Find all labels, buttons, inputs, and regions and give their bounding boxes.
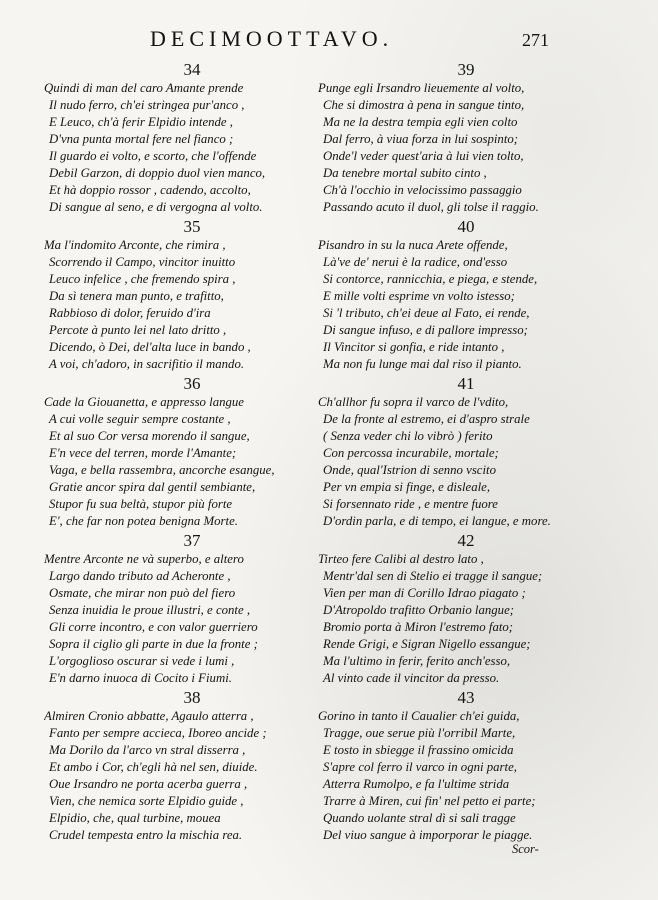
verse-line: Per vn empia si finge, e disleale, [323,480,491,494]
stanza-number: 34 [183,60,201,79]
stanza-number: 38 [183,688,201,707]
verse-line: Bromio porta à Miron l'estremo fato; [323,620,514,634]
verse-line: Là've de' nerui è la radice, ond'esso [323,255,508,269]
stanza [318,374,614,531]
verse-line: Leuco infelice , che fremendo spira , [49,272,236,286]
catchword: Scor- [512,842,539,856]
verse-line: Ma non fu lunge mai dal riso il pianto. [323,357,522,371]
stanza [44,374,340,531]
verse-line: E Leuco, ch'à ferir Elpidio intende , [49,115,233,129]
verse-line: Trarre à Miren, cui fin' nel petto ei parte; [323,794,536,808]
verse-line: Gorino in tanto il Caualier ch'ei guida, [318,709,520,723]
verse-line: E', che far non potea benigna Morte. [49,514,238,528]
verse-line: E'n darno inuoca di Cocito i Fiumi. [49,671,232,685]
verse-line: Ch'à l'occhio in velocissimo passaggio [323,183,522,197]
stanza [44,217,340,374]
verse-line: Senza inuidia le proue illustri, e conte , [49,603,251,617]
verse-line: Rabbioso di dolor, feruido d'ira [49,306,211,320]
verse-line: Si contorce, rannicchia, e piega, e stende, [323,272,538,286]
verse-line: Di sangue infuso, e di pallore impresso; [323,323,528,337]
verse-line: Tirteo fere Calibi al destro lato , [318,552,484,566]
verse-line: Ma Dorilo da l'arco vn stral disserra , [49,743,246,757]
stanza-number: 36 [183,374,201,393]
verse-line: S'apre col ferro il varco in ogni parte, [323,760,517,774]
verse-line: Sopra il ciglio gli parte in due la fronte ; [49,637,258,651]
stanza-number: 40 [457,217,475,236]
verse-line: Tragge, oue serue più l'orribil Marte, [323,726,516,740]
verse-line: Almiren Cronio abbatte, Agaulo atterra , [44,709,254,723]
verse-line: De la fronte al estremo, ei d'aspro strale [323,412,530,426]
verse-line: Mentre Arconte ne và superbo, e altero [44,552,244,566]
page-number: 271 [522,30,549,50]
verse-line: Da sì tenera man punto, e trafitto, [49,289,224,303]
verse-line: Del viuo sangue à imporporar le piagge. [323,828,533,842]
verse-line: Onde'l veder quest'aria à lui vien tolto, [323,149,524,163]
stanza-number: 42 [457,531,475,550]
verse-line: E mille volti esprime vn volto istesso; [323,289,515,303]
verse-line: Et al suo Cor versa morendo il sangue, [49,429,250,443]
verse-line: Pisandro in su la nuca Arete offende, [318,238,508,252]
stanza-number: 35 [183,217,201,236]
verse-line: Stupor fu sua beltà, stupor più forte [49,497,233,511]
left-column [44,60,340,845]
verse-line: L'orgoglioso oscurar si vede i lumi , [49,654,235,668]
verse-line: Gli corre incontro, e con valor guerriero [49,620,258,634]
verse-line: Oue Irsandro ne porta acerba guerra , [49,777,248,791]
stanza [318,531,614,688]
verse-line: E tosto in sbiegge il frassino omicida [323,743,514,757]
verse-line: Scorrendo il Campo, vincitor inuitto [49,255,236,269]
stanza-number: 39 [457,60,475,79]
verse-line: Mentr'dal sen di Stelio ei tragge il sangue; [323,569,543,583]
verse-line: ( Senza veder chi lo vibrò ) ferito [323,429,493,443]
right-column [318,60,614,845]
stanza-number: 37 [183,531,201,550]
verse-line: Passando acuto il duol, gli tolse il raggio. [323,200,539,214]
stanza [318,688,614,845]
verse-line: Et ambo i Cor, ch'egli hà nel sen, diuide. [49,760,258,774]
verse-line: Et hà doppio rossor , cadendo, accolto, [49,183,251,197]
verse-line: Al vinto cade il vincitor da presso. [323,671,500,685]
stanza [44,531,340,688]
verse-line: Ch'allhor fu sopra il varco de l'vdito, [318,395,509,409]
stanza-number: 41 [457,374,475,393]
verse-line: Fanto per sempre accieca, Iboreo ancide ; [49,726,267,740]
verse-line: Crudel tempesta entro la mischia rea. [49,828,243,842]
verse-line: Cade la Giouanetta, e appresso langue [44,395,244,409]
verse-line: Il Vincitor si gonfia, e ride intanto , [323,340,505,354]
verse-line: Ma ne la destra tempia egli vien colto [323,115,518,129]
stanza-number: 43 [457,688,475,707]
verse-line: A voi, ch'adoro, in sacrifitio il mando. [49,357,245,371]
verse-line: Elpidio, che, qual turbine, mouea [49,811,221,825]
verse-line: Quando uolante stral dì si sali tragge [323,811,516,825]
verse-line: Rende Grigi, e Sigran Nigello essangue; [323,637,531,651]
running-head: DECIMOOTTAVO. [150,26,394,51]
verse-line: A cui volle seguir sempre costante , [49,412,231,426]
verse-line: Vien, che nemica sorte Elpidio guide , [49,794,244,808]
stanza [44,60,340,217]
verse-line: Di sangue al seno, e di vergogna al volto. [49,200,263,214]
verse-line: Ma l'indomito Arconte, che rimira , [44,238,226,252]
verse-line: Si 'l tributo, ch'ei deue al Fato, ei rende, [323,306,530,320]
verse-line: Il guardo ei volto, e scorto, che l'offende [49,149,257,163]
verse-line: D'Atropoldo trafitto Orbanio langue; [323,603,515,617]
stanza [318,60,614,217]
stanza [44,688,340,845]
verse-line: D'vna punta mortal fere nel fianco ; [49,132,234,146]
verse-line: Da tenebre mortal subito cinto , [323,166,487,180]
verse-line: Dicendo, ò Dei, del'alta luce in bando , [49,340,251,354]
verse-line: Debil Garzon, di doppio duol vien manco, [49,166,266,180]
verse-line: Quindi di man del caro Amante prende [44,81,244,95]
verse-line: Osmate, che mirar non può del fiero [49,586,236,600]
verse-line: Largo dando tributo ad Acheronte , [49,569,231,583]
verse-line: Onde, qual'Istrion di senno vscito [323,463,496,477]
verse-line: Che si dimostra à pena in sangue tinto, [323,98,525,112]
verse-line: E'n vece del terren, morde l'Amante; [49,446,237,460]
verse-line: Gratie ancor spira dal gentil sembiante, [49,480,256,494]
verse-line: Atterra Rumolpo, e fa l'ultime strida [323,777,510,791]
verse-line: Vien per man di Corillo Idrao piagato ; [323,586,526,600]
verse-line: Ma l'ultimo in ferir, ferito anch'esso, [323,654,511,668]
stanza [318,217,614,374]
verse-line: Si forsennato ride , e mentre fuore [323,497,498,511]
verse-line: Con percossa incurabile, mortale; [323,446,499,460]
verse-line: Dal ferro, à viua forza in lui sospinto; [323,132,519,146]
verse-line: Vaga, e bella rassembra, ancorche esangue, [49,463,275,477]
verse-line: Punge egli Irsandro lieuemente al volto, [318,81,525,95]
verse-line: Il nudo ferro, ch'ei stringea pur'anco , [49,98,245,112]
verse-line: D'ordin parla, e di tempo, ei langue, e more. [323,514,551,528]
verse-line: Percote à punto lei nel lato dritto , [49,323,227,337]
